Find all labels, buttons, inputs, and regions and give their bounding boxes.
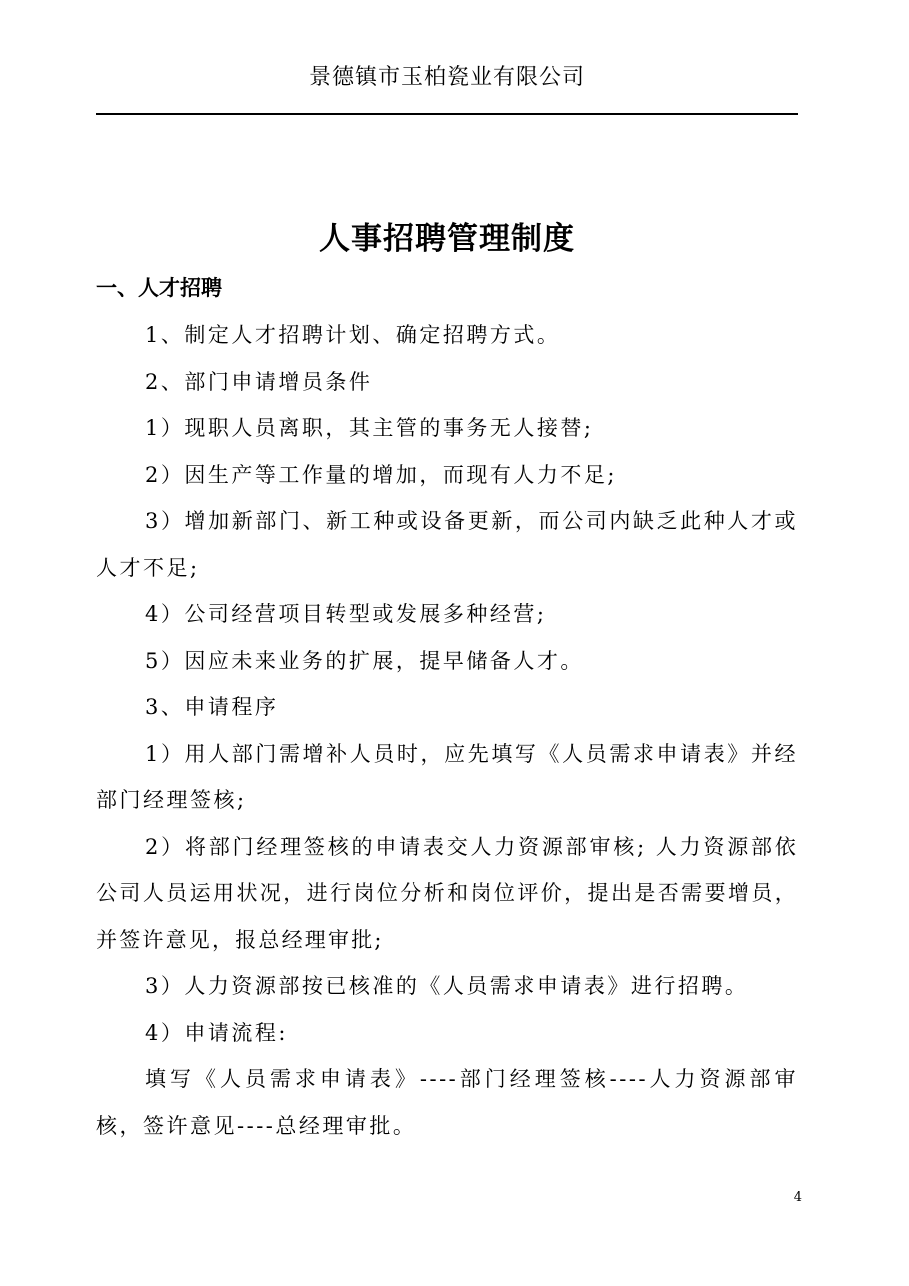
paragraph: 3）人力资源部按已核准的《人员需求申请表》进行招聘。 bbox=[145, 974, 749, 998]
paragraph: 4）公司经营项目转型或发展多种经营; bbox=[145, 602, 547, 626]
document-body bbox=[96, 312, 798, 1149]
paragraph: 2、部门申请增员条件 bbox=[145, 369, 373, 394]
paragraph: 填写《人员需求申请表》----部门经理签核----人力资源部审核，签许意见----总经理审批。 bbox=[96, 1067, 798, 1138]
paragraph: 4）申请流程: bbox=[145, 1020, 288, 1045]
paragraph: 1、制定人才招聘计划、确定招聘方式。 bbox=[145, 323, 561, 347]
company-header: 景德镇市玉柏瓷业有限公司 bbox=[308, 65, 585, 90]
section-heading: 一、人才招聘 bbox=[96, 276, 222, 300]
paragraph: 3）增加新部门、新工种或设备更新，而公司内缺乏此种人才或人才不足; bbox=[96, 509, 798, 580]
paragraph: 1）用人部门需增补人员时，应先填写《人员需求申请表》并经部门经理签核; bbox=[96, 741, 798, 812]
paragraph: 5）因应未来业务的扩展，提早储备人才。 bbox=[145, 648, 584, 673]
paragraph: 3、申请程序 bbox=[145, 695, 279, 719]
document-title: 人事招聘管理制度 bbox=[319, 221, 575, 257]
paragraph: 2）将部门经理签核的申请表交人力资源部审核; 人力资源部依公司人员运用状况，进行岗位分析和岗位评价，提出是否需要增员，并签许意见，报总经理审批; bbox=[96, 834, 798, 952]
paragraph: 1）现职人员离职，其主管的事务无人接替; bbox=[145, 416, 594, 440]
page-number: 4 bbox=[793, 1190, 802, 1205]
paragraph: 2）因生产等工作量的增加，而现有人力不足; bbox=[145, 462, 617, 487]
header-divider bbox=[96, 113, 798, 115]
